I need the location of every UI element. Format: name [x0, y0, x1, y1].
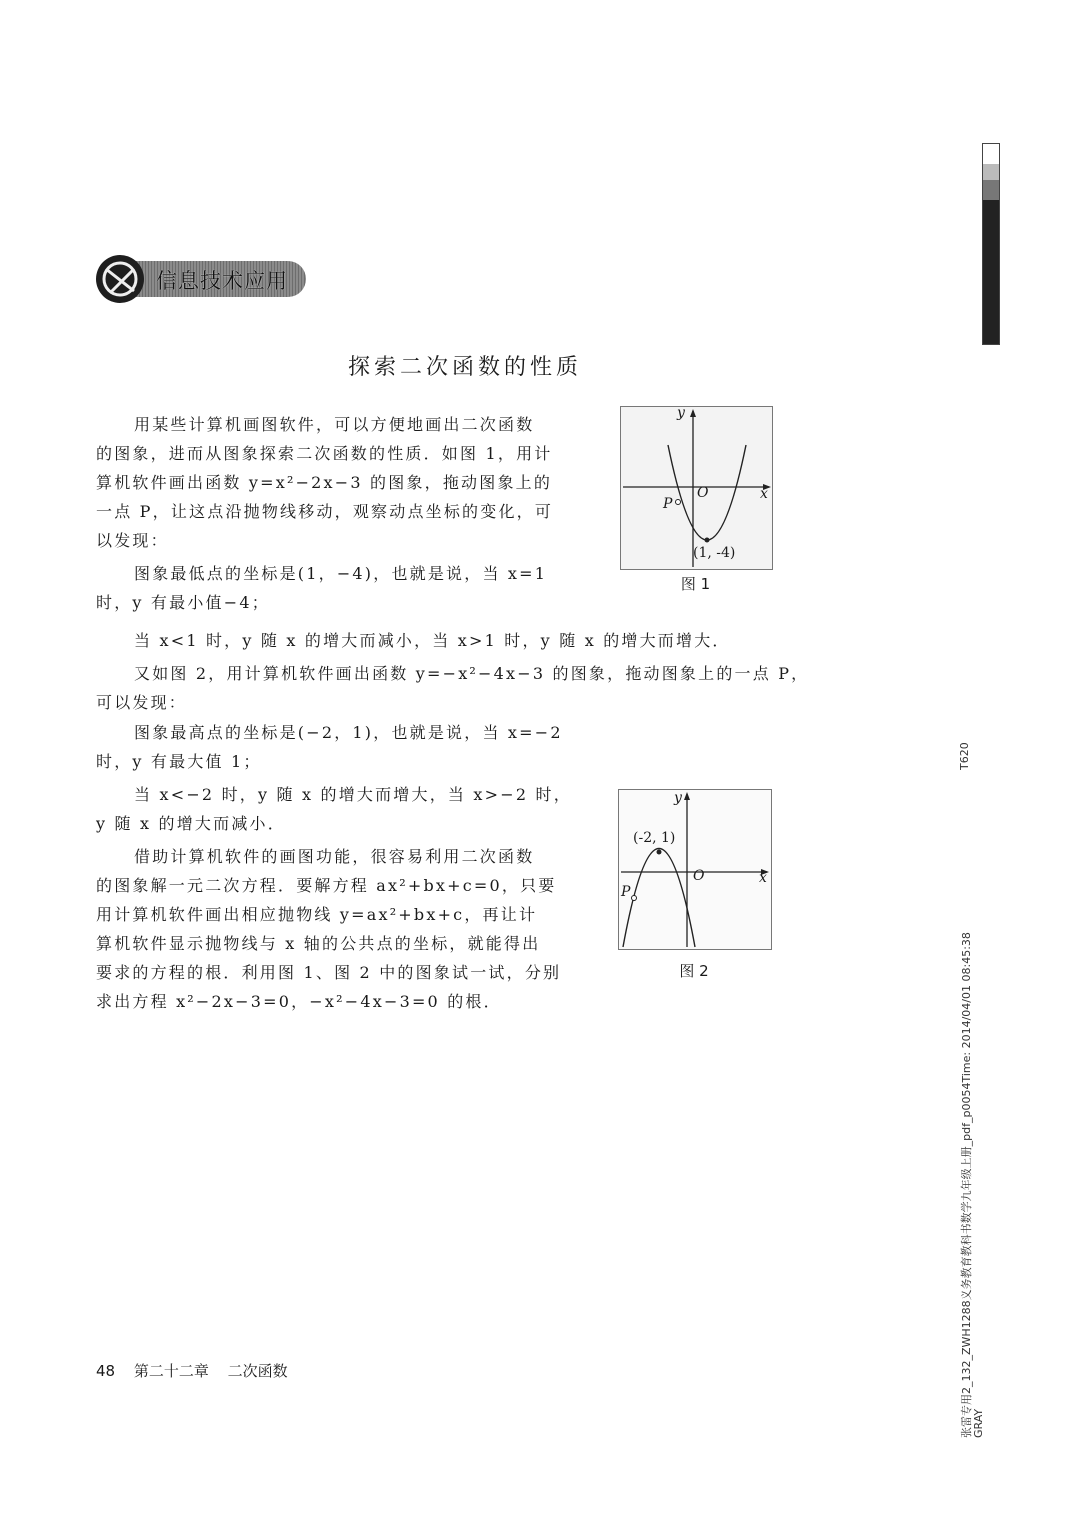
text-line: 用某些计算机画图软件，可以方便地画出二次函数: [134, 415, 535, 434]
page-title: 探索二次函数的性质: [347, 355, 582, 380]
text-line: 又如图 2，用计算机软件画出函数 y=−x²−4x−3 的图象，拖动图象上的一点 P，: [134, 664, 810, 683]
x-axis-label: x: [760, 486, 768, 502]
text-line: 求出方程 x²−2x−3=0，−x²−4x−3=0 的根．: [96, 992, 502, 1011]
figure-2-caption: 图 2: [679, 962, 709, 980]
section-logo-icon: [96, 255, 144, 303]
text-line: 用计算机软件画出相应抛物线 y=ax²+bx+c，再让计: [96, 905, 538, 924]
y-axis-label: y: [677, 405, 685, 421]
origin-label: O: [697, 485, 709, 501]
figure-1-graph: [620, 406, 773, 570]
text-block-intro: [96, 410, 576, 617]
figure-1-caption: 图 1: [680, 575, 711, 593]
text-line: 时，y 有最小值−4；: [96, 593, 270, 612]
x-axis-label: x: [759, 870, 767, 886]
text-line: 以发现：: [96, 531, 169, 550]
figure-2-graph: [618, 789, 772, 950]
point-p-label: P: [663, 496, 673, 512]
point-p-label: P: [621, 884, 631, 900]
grayscale-calibration-strip: [982, 143, 1000, 345]
text-line: 的图象解一元二次方程．要解方程 ax²+bx+c=0，只要: [96, 876, 557, 895]
text-line: 时，y 有最大值 1；: [96, 752, 262, 771]
text-line: 要求的方程的根．利用图 1、图 2 中的图象试一试，分别: [96, 963, 562, 982]
text-line: 图象最高点的坐标是(−2，1)，也就是说，当 x=−2: [134, 723, 563, 742]
scan-code: T620: [958, 742, 971, 770]
section-badge: [96, 255, 308, 303]
text-line: 借助计算机软件的画图功能，很容易利用二次函数: [134, 847, 535, 866]
text-line: 的图象，进而从图象探索二次函数的性质．如图 1，用计: [96, 444, 553, 463]
page-footer: [96, 1360, 302, 1381]
text-line: 当 x<−2 时，y 随 x 的增大而增大，当 x>−2 时，: [134, 785, 572, 804]
scan-mode: GRAY: [972, 1408, 985, 1438]
scan-file-info: [958, 932, 974, 1438]
text-line: y 随 x 的增大而减小．: [96, 814, 286, 833]
scan-timestamp: 2014/04/01 08:45:38: [960, 932, 973, 1049]
vertex-label: (-2, 1): [633, 830, 676, 846]
text-line: 当 x<1 时，y 随 x 的增大而减小，当 x>1 时，y 随 x 的增大而增大．: [134, 631, 731, 650]
scan-file-name: 张雷专用2_132_ZWH1288义务教育教科书数学九年级上册_pdf_p0054Time:: [960, 1048, 973, 1438]
vertex-label: (1, -4): [693, 545, 736, 561]
chapter-number: 第二十二章: [133, 1362, 209, 1380]
origin-label: O: [693, 868, 705, 884]
y-axis-label: y: [674, 790, 682, 806]
page-number: 48: [96, 1362, 116, 1380]
text-block-middle: [96, 626, 856, 717]
text-line: 算机软件画出函数 y=x²−2x−3 的图象，拖动图象上的: [96, 473, 553, 492]
text-line: 一点 P，让这点沿抛物线移动，观察动点坐标的变化，可: [96, 502, 554, 521]
section-badge-label: 信息技术应用: [156, 269, 288, 293]
text-block-fig2: [96, 718, 576, 1016]
chapter-title: 二次函数: [227, 1362, 288, 1380]
text-line: 算机软件显示抛物线与 x 轴的公共点的坐标，就能得出: [96, 934, 541, 953]
text-line: 图象最低点的坐标是(1，−4)，也就是说，当 x=1: [134, 564, 548, 583]
text-line: 可以发现：: [96, 693, 188, 712]
